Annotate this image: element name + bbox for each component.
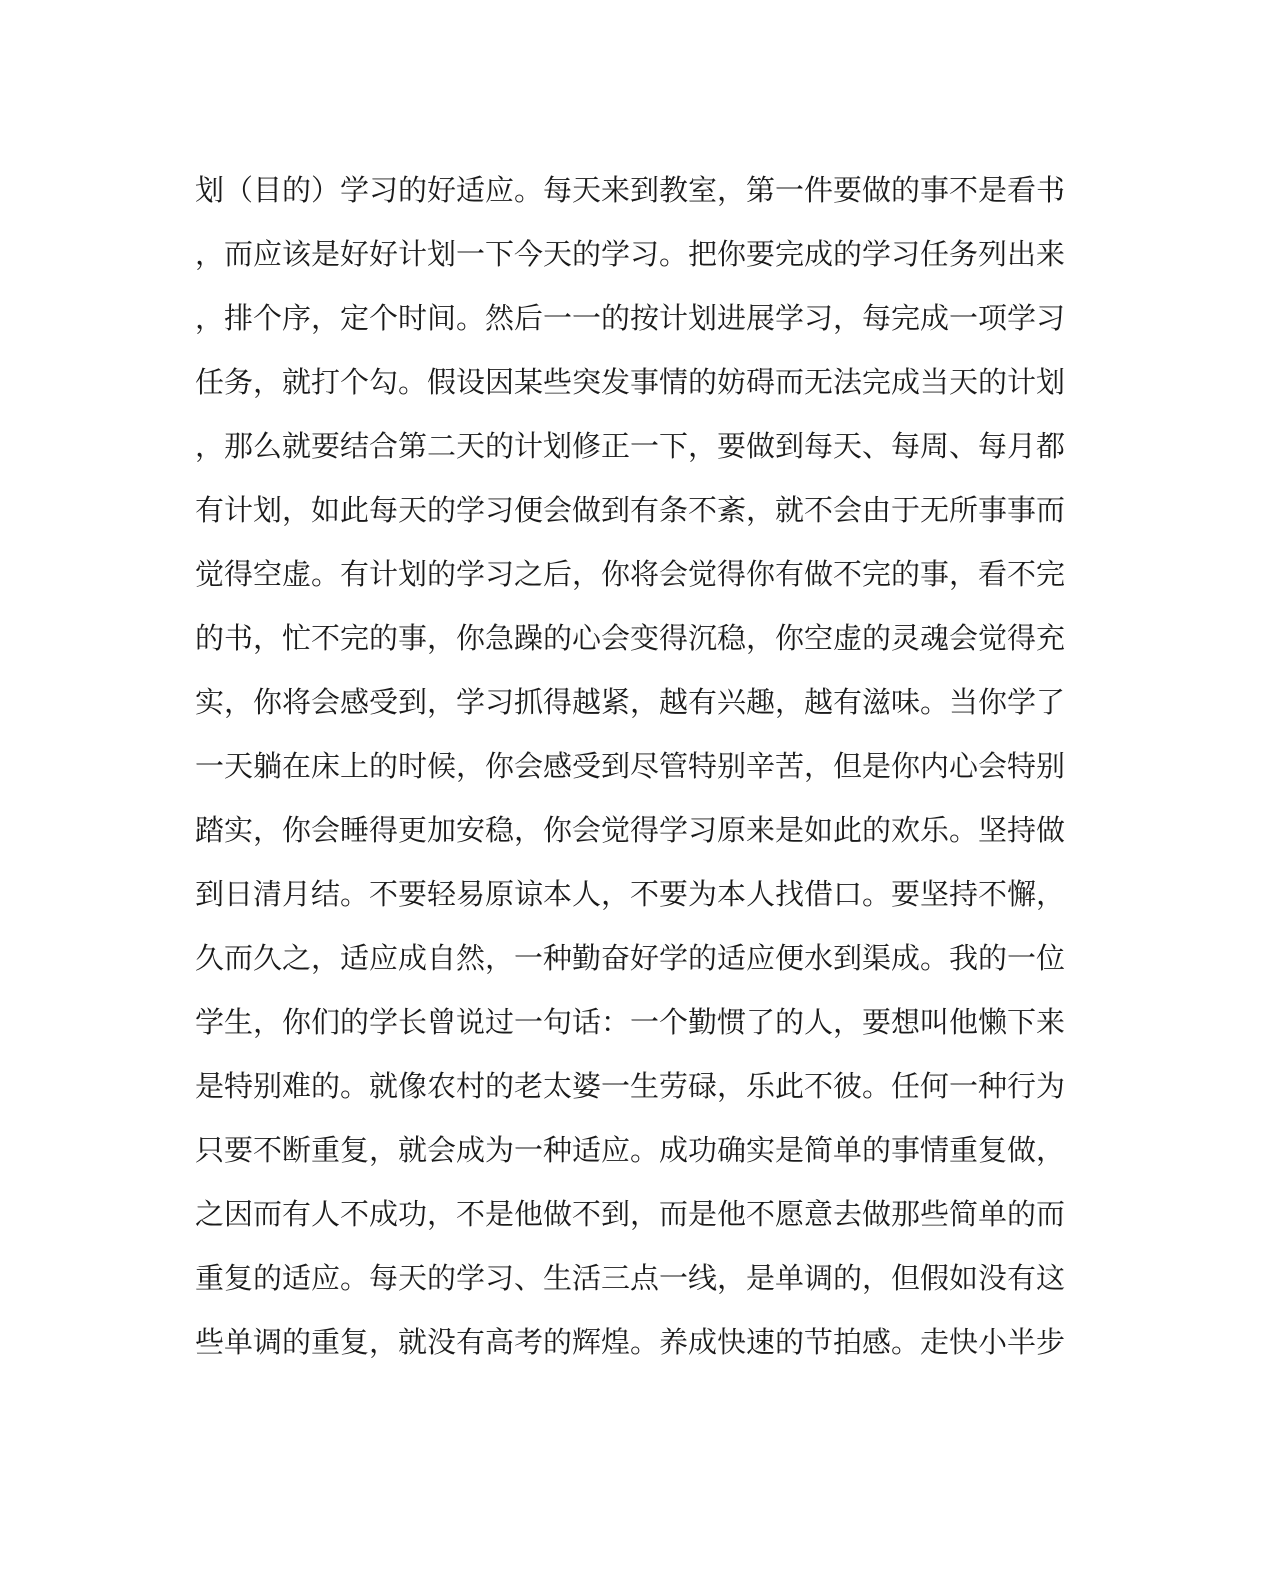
text-line: ，那么就要结合第二天的计划修正一下，要做到每天、每周、每月都 — [195, 429, 1065, 463]
text-line: 学生，你们的学长曾说过一句话：一个勤惯了的人，要想叫他懒下来 — [195, 1005, 1065, 1039]
text-line: 觉得空虚。有计划的学习之后，你将会觉得你有做不完的事，看不完 — [195, 557, 1065, 591]
text-line: 的书，忙不完的事，你急躁的心会变得沉稳，你空虚的灵魂会觉得充 — [195, 621, 1065, 655]
text-line: 久而久之，适应成自然，一种勤奋好学的适应便水到渠成。我的一位 — [195, 941, 1065, 975]
text-line: 些单调的重复，就没有高考的辉煌。养成快速的节拍感。走快小半步 — [195, 1325, 1065, 1359]
text-line: 一天躺在床上的时候，你会感受到尽管特别辛苦，但是你内心会特别 — [195, 749, 1065, 783]
text-line: 任务，就打个勾。假设因某些突发事情的妨碍而无法完成当天的计划 — [195, 365, 1065, 399]
text-line: 踏实，你会睡得更加安稳，你会觉得学习原来是如此的欢乐。坚持做 — [195, 813, 1065, 847]
text-line: 有计划，如此每天的学习便会做到有条不紊，就不会由于无所事事而 — [195, 493, 1065, 527]
text-line: 重复的适应。每天的学习、生活三点一线，是单调的，但假如没有这 — [195, 1261, 1065, 1295]
text-line: ，而应该是好好计划一下今天的学习。把你要完成的学习任务列出来 — [195, 237, 1065, 271]
text-line: 是特别难的。就像农村的老太婆一生劳碌，乐此不彼。任何一种行为 — [195, 1069, 1065, 1103]
text-line: ，排个序，定个时间。然后一一的按计划进展学习，每完成一项学习 — [195, 301, 1065, 335]
text-line: 实，你将会感受到，学习抓得越紧，越有兴趣，越有滋味。当你学了 — [195, 685, 1065, 719]
body-text — [195, 158, 1065, 1374]
text-line: 到日清月结。不要轻易原谅本人，不要为本人找借口。要坚持不懈， — [195, 877, 1065, 911]
text-line: 之因而有人不成功，不是他做不到，而是他不愿意去做那些简单的而 — [195, 1197, 1065, 1231]
text-line: 划（目的）学习的好适应。每天来到教室，第一件要做的事不是看书 — [195, 173, 1065, 207]
text-line: 只要不断重复，就会成为一种适应。成功确实是简单的事情重复做， — [195, 1133, 1065, 1167]
